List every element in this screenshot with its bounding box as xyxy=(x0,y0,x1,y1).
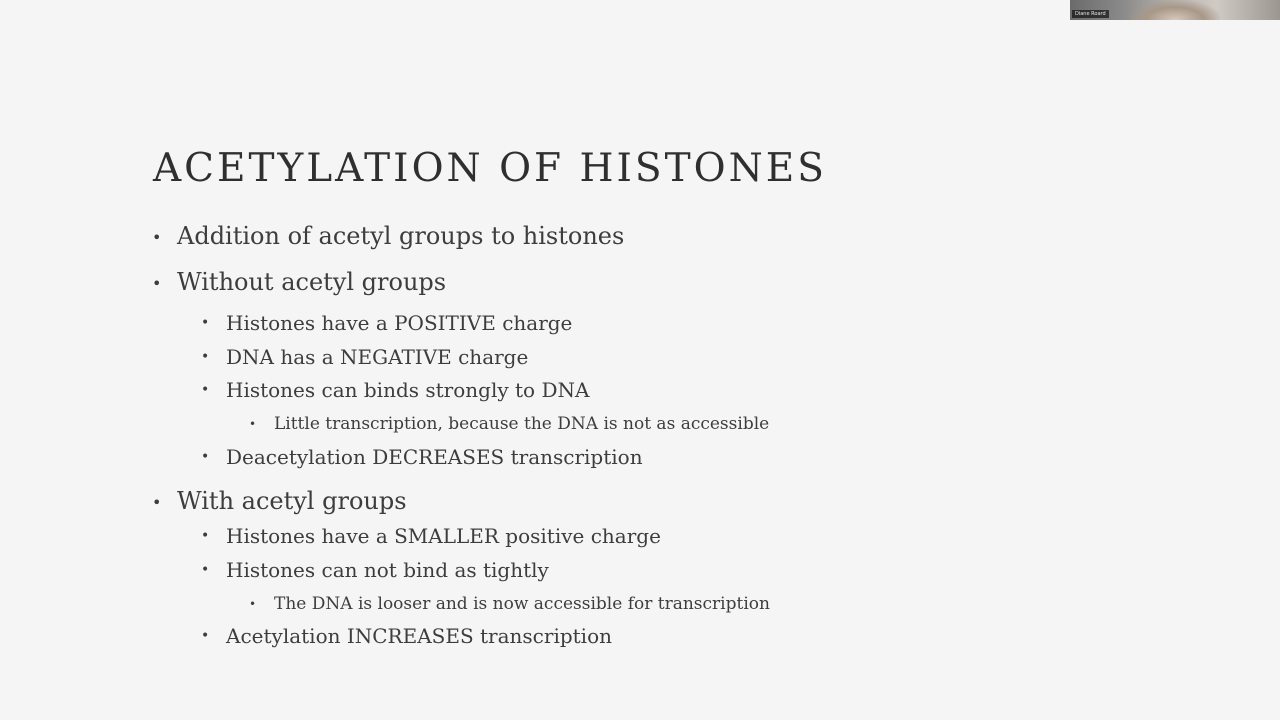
bullet-icon: • xyxy=(201,628,210,644)
bullet-text: Histones can not bind as tightly xyxy=(226,558,549,582)
bullet-icon: • xyxy=(201,562,210,578)
participant-video-feed xyxy=(1130,0,1220,20)
slide-title: ACETYLATION OF HISTONES xyxy=(153,146,827,191)
bullet-icon: • xyxy=(152,228,162,247)
bullet-icon: • xyxy=(201,528,210,544)
bullet-text: Histones have a POSITIVE charge xyxy=(226,311,573,335)
bullet-text: Little transcription, because the DNA is not as accessible xyxy=(274,414,770,434)
bullet-text: Histones can binds strongly to DNA xyxy=(226,378,590,402)
bullet-icon: • xyxy=(201,349,210,365)
bullet-icon: • xyxy=(152,493,162,512)
bullet-text: Without acetyl groups xyxy=(177,268,447,296)
bullet-text: Deacetylation DECREASES transcription xyxy=(226,445,643,469)
bullet-icon: • xyxy=(201,315,210,331)
bullet-text: DNA has a NEGATIVE charge xyxy=(226,345,529,369)
bullet-icon: • xyxy=(201,449,210,465)
bullet-text: With acetyl groups xyxy=(177,487,407,515)
bullet-text: The DNA is looser and is now accessible for transcription xyxy=(274,594,770,614)
bullet-text: Addition of acetyl groups to histones xyxy=(177,222,625,250)
participant-name-label: Diane Roard xyxy=(1072,10,1109,18)
participant-video-thumbnail[interactable] xyxy=(1070,0,1280,20)
bullet-icon: • xyxy=(201,382,210,398)
bullet-icon: • xyxy=(249,597,257,611)
bullet-icon: • xyxy=(152,274,162,293)
bullet-text: Acetylation INCREASES transcription xyxy=(226,624,612,648)
bullet-icon: • xyxy=(249,417,257,431)
bullet-text: Histones have a SMALLER positive charge xyxy=(226,524,661,548)
